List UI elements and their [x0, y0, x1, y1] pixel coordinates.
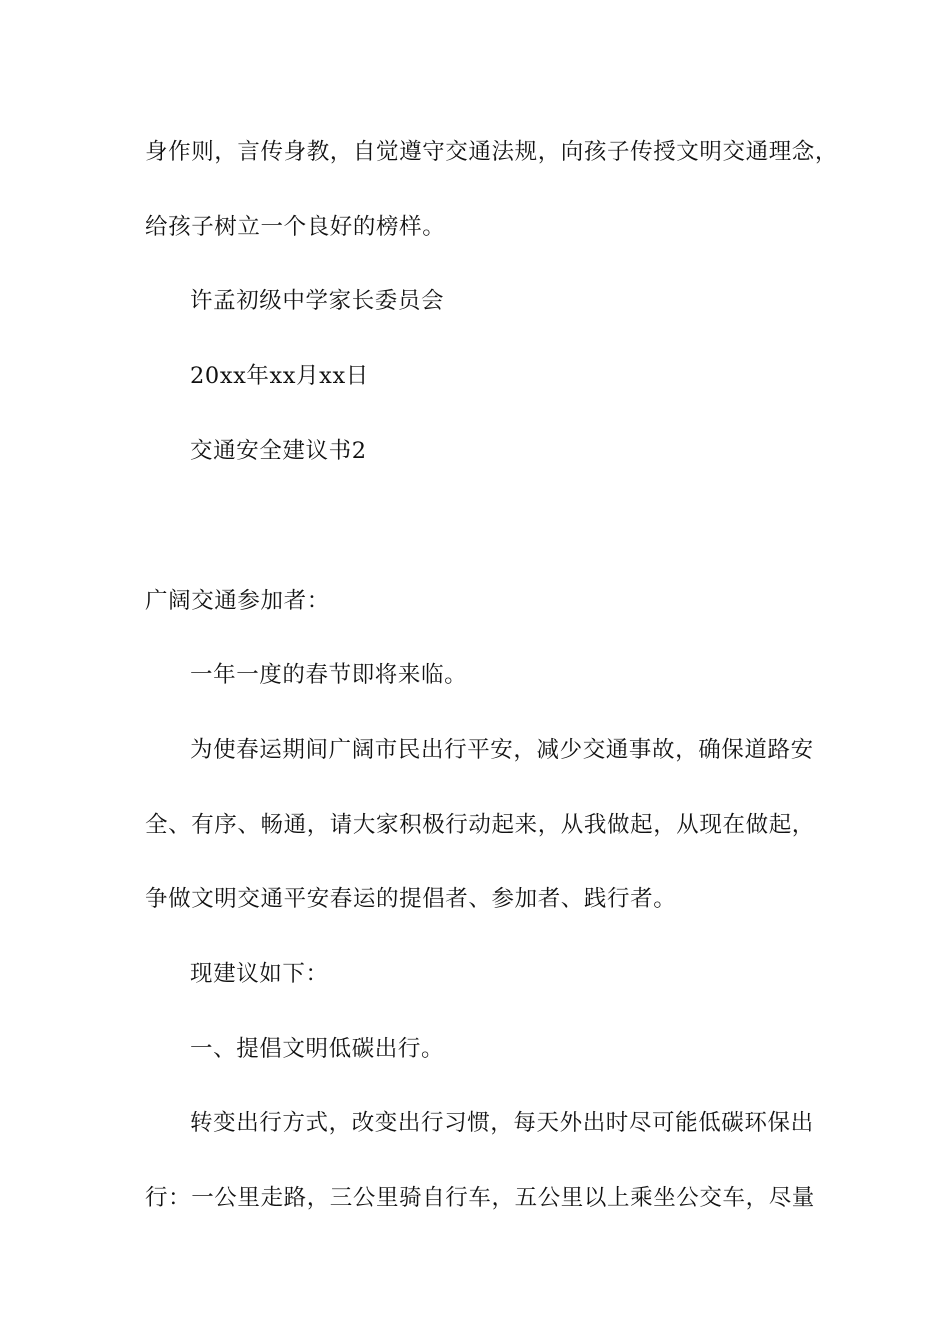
- paragraph-line: 一年一度的春节即将来临。: [190, 662, 468, 688]
- salutation: 广阔交通参加者：: [145, 588, 330, 614]
- signature-date: 20xx年xx月xx日: [190, 363, 369, 389]
- signature-organization: 许孟初级中学家长委员会: [190, 288, 445, 314]
- paragraph-line: 现建议如下：: [190, 961, 329, 987]
- paragraph-line: 转变出行方式，改变出行习惯，每天外出时尽可能低碳环保出: [190, 1110, 814, 1136]
- paragraph-line: 争做文明交通平安春运的提倡者、参加者、践行者。: [145, 886, 677, 912]
- section-title: 交通安全建议书2: [190, 438, 367, 464]
- paragraph-line: 身作则，言传身教，自觉遵守交通法规，向孩子传授文明交通理念，: [145, 139, 839, 165]
- paragraph-line: 给孩子树立一个良好的榜样。: [145, 214, 446, 240]
- paragraph-line: 行：一公里走路，三公里骑自行车，五公里以上乘坐公交车，尽量: [145, 1185, 815, 1211]
- list-heading: 一、提倡文明低碳出行。: [190, 1036, 445, 1062]
- paragraph-line: 为使春运期间广阔市民出行平安，减少交通事故，确保道路安: [190, 737, 814, 763]
- paragraph-line: 全、有序、畅通，请大家积极行动起来，从我做起，从现在做起，: [145, 812, 815, 838]
